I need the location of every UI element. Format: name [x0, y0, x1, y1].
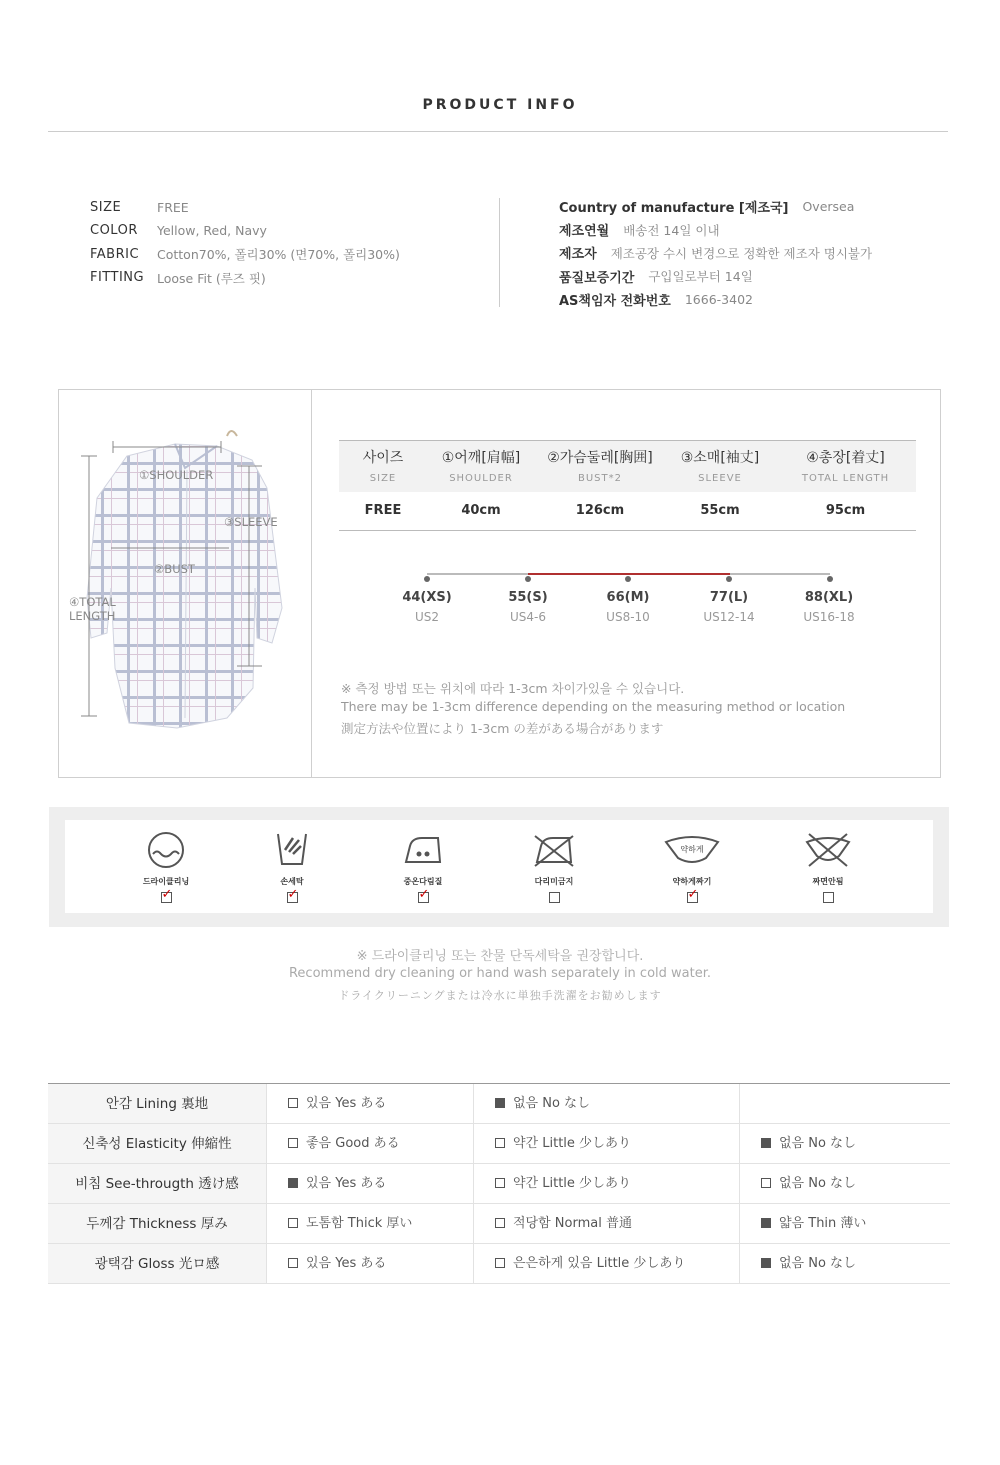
- spec-row-as-phone: [559, 288, 872, 311]
- shoulder-label: ①SHOULDER: [139, 468, 214, 482]
- spec-row-size: [90, 196, 400, 219]
- spec-row-color: [90, 219, 400, 242]
- attr-row-elasticity: [48, 1124, 950, 1164]
- attr-checkbox: [495, 1218, 505, 1228]
- size-label: 44(XS): [402, 590, 452, 605]
- attr-option: [473, 1164, 739, 1203]
- attr-option-label: 도톰함 Thick 厚い: [306, 1216, 413, 1231]
- attr-key: 두께감 Thickness 厚み: [48, 1204, 266, 1243]
- size-guide: [58, 389, 941, 778]
- care-item: [247, 830, 337, 907]
- spec-key: COLOR: [90, 223, 138, 239]
- care-note-ja: ドライクリーニングまたは冷水に単独手洗濯をお勧めします: [338, 989, 662, 1002]
- attr-row-lining: [48, 1084, 950, 1124]
- attr-option: [473, 1124, 739, 1163]
- attr-key: 안감 Lining 裏地: [48, 1084, 266, 1123]
- spec-key: 제조연월: [559, 224, 610, 240]
- attr-key: 신축성 Elasticity 伸縮性: [48, 1124, 266, 1163]
- bust-label: ②BUST: [154, 562, 195, 576]
- care-item: [378, 830, 468, 907]
- size-label: 66(M): [606, 590, 650, 605]
- care-item: [121, 830, 211, 907]
- header-size-en: SIZE: [369, 473, 397, 484]
- attr-option-label: 은은하게 있음 Little 少しあり: [513, 1256, 686, 1271]
- spec-row-country: [559, 195, 872, 218]
- spec-key: AS책임자 전화번호: [559, 293, 671, 309]
- attr-option: [739, 1204, 950, 1243]
- spec-row-fabric: [90, 243, 400, 266]
- care-note-en: Recommend dry cleaning or hand wash separately in cold water.: [288, 966, 711, 981]
- gentle-wring-icon-text: 약하게: [680, 845, 704, 854]
- care-checkbox: [823, 892, 834, 903]
- attr-option-label: 있음 Yes ある: [306, 1096, 387, 1111]
- attr-option-label: 약간 Little 少しあり: [513, 1176, 632, 1191]
- attr-row-gloss: [48, 1244, 950, 1284]
- spec-value: Yellow, Red, Navy: [157, 223, 267, 239]
- garment-diagram: [59, 390, 312, 777]
- care-label: 드라이클리닝: [142, 877, 190, 886]
- spec-value: 배송전 14일 이내: [623, 222, 720, 238]
- attr-checkbox: [495, 1138, 505, 1148]
- header-bust-en: BUST*2: [578, 473, 622, 484]
- spec-key: SIZE: [90, 200, 122, 216]
- attr-option-label: 있음 Yes ある: [306, 1176, 387, 1191]
- attr-option: [473, 1084, 739, 1123]
- cell-sleeve: 55cm: [700, 503, 740, 518]
- attr-checkbox: [761, 1258, 771, 1268]
- attr-checkbox: [495, 1098, 505, 1108]
- size-scale-dot: [625, 576, 631, 582]
- measure-note-en: There may be 1-3cm difference depending on the measuring method or location: [341, 699, 846, 714]
- header-shoulder-en: SHOULDER: [449, 473, 513, 484]
- attr-row-see-through: [48, 1164, 950, 1204]
- no-iron-icon: [531, 830, 577, 870]
- cell-bust: 126cm: [575, 503, 625, 518]
- spec-manufacture: [559, 195, 872, 311]
- attr-checkbox: [288, 1138, 298, 1148]
- sleeve-label: ③SLEEVE: [224, 515, 278, 529]
- gentle-wring-icon: [662, 830, 722, 870]
- attr-option-empty: [739, 1084, 950, 1123]
- attr-option-label: 있음 Yes ある: [306, 1256, 387, 1271]
- spec-row-warranty: [559, 265, 872, 288]
- size-scale-dot: [726, 576, 732, 582]
- header-bust-ko: ②가슴둘레[胸囲]: [547, 450, 653, 466]
- attr-option-label: 적당함 Normal 普通: [513, 1216, 632, 1231]
- spec-value: 구입일로부터 14일: [648, 269, 753, 285]
- attr-row-thickness: [48, 1204, 950, 1244]
- cell-length: 95cm: [825, 503, 866, 518]
- care-checkbox: [161, 892, 172, 903]
- attr-option-label: 약간 Little 少しあり: [513, 1136, 632, 1151]
- care-label: 약하게짜기: [672, 877, 712, 886]
- attr-option: [739, 1124, 950, 1163]
- attr-checkbox: [288, 1218, 298, 1228]
- size-us: US2: [414, 610, 440, 624]
- length-label-line2: LENGTH: [69, 609, 116, 623]
- size-label: 77(L): [709, 590, 749, 605]
- attr-checkbox: [288, 1178, 298, 1188]
- attr-key: 비침 See-througth 透け感: [48, 1164, 266, 1203]
- care-item: [783, 830, 873, 907]
- spec-key: FABRIC: [90, 246, 140, 262]
- size-scale-dot: [525, 576, 531, 582]
- page-title: PRODUCT INFO: [422, 97, 578, 113]
- spec-value: Cotton70%, 폴리30% (면70%, 폴리30%): [157, 247, 400, 263]
- header-sleeve-ko: ③소매[袖丈]: [680, 450, 760, 466]
- care-panel: [65, 820, 933, 913]
- attr-checkbox: [761, 1178, 771, 1188]
- cell-size: FREE: [364, 503, 402, 518]
- attr-checkbox: [495, 1258, 505, 1268]
- header-shoulder-ko: ①어깨[肩幅]: [441, 450, 521, 466]
- attr-option: [739, 1244, 950, 1283]
- care-item: [647, 830, 737, 907]
- size-table-row: [339, 492, 916, 531]
- spec-value: Loose Fit (루즈 핏): [157, 270, 266, 286]
- attr-key: 광택감 Gloss 光ロ感: [48, 1244, 266, 1283]
- size-us: US4-6: [510, 610, 546, 624]
- care-item: [509, 830, 599, 907]
- attr-option: [266, 1084, 473, 1123]
- spec-row-fitting: [90, 266, 400, 289]
- size-label: 55(S): [508, 590, 548, 605]
- spec-row-maker: [559, 241, 872, 264]
- measure-note-ja: 測定方法や位置により 1-3cm の差がある場合があります: [341, 721, 664, 736]
- spec-value: 제조공장 수시 변경으로 정확한 제조자 명시불가: [610, 245, 873, 261]
- attr-option: [739, 1164, 950, 1203]
- iron-medium-icon: [400, 830, 446, 870]
- fabric-attributes: [48, 1083, 950, 1284]
- care-checkbox: [687, 892, 698, 903]
- attr-option: [266, 1204, 473, 1243]
- spec-row-date: [559, 218, 872, 241]
- header-length-en: TOTAL LENGTH: [801, 473, 890, 484]
- care-label: 중온다림질: [403, 877, 443, 886]
- length-label-line1: ④TOTAL: [69, 595, 116, 609]
- spec-basic: [90, 196, 400, 289]
- spec-divider: [499, 198, 500, 307]
- attr-option-label: 좋음 Good ある: [306, 1136, 400, 1151]
- spec-key: Country of manufacture [제조국]: [559, 201, 789, 217]
- care-checkbox: [287, 892, 298, 903]
- attr-option: [473, 1204, 739, 1243]
- attr-checkbox: [288, 1098, 298, 1108]
- attr-option-label: 없음 No なし: [779, 1176, 857, 1191]
- size-table-header: [339, 440, 916, 492]
- size-scale-dot: [827, 576, 833, 582]
- measure-note-ko: ※ 측정 방법 또는 위치에 따라 1-3cm 차이가있을 수 있습니다.: [341, 681, 685, 696]
- hand-wash-icon: [271, 830, 313, 870]
- attr-option-label: 없음 No なし: [513, 1096, 591, 1111]
- size-scale-dot: [424, 576, 430, 582]
- attr-option-label: 얇음 Thin 薄い: [779, 1216, 867, 1231]
- attr-checkbox: [761, 1138, 771, 1148]
- header-length-ko: ④총장[着丈]: [806, 450, 885, 466]
- attr-option-label: 없음 No なし: [779, 1136, 857, 1151]
- attr-option: [266, 1244, 473, 1283]
- care-label: 다리미금지: [534, 877, 574, 886]
- size-scale-selected: [528, 573, 730, 575]
- size-us: US8-10: [606, 610, 650, 624]
- attr-checkbox: [288, 1258, 298, 1268]
- cell-shoulder: 40cm: [461, 503, 501, 518]
- attr-option-label: 없음 No なし: [779, 1256, 857, 1271]
- spec-value: 1666-3402: [684, 291, 753, 307]
- care-note-ko: ※ 드라이클리닝 또는 찬물 단독세탁을 권장합니다.: [356, 949, 644, 964]
- spec-value: FREE: [157, 200, 189, 216]
- size-us: US16-18: [803, 610, 855, 624]
- care-checkbox: [418, 892, 429, 903]
- care-instructions: [49, 807, 949, 927]
- size-us: US12-14: [703, 610, 755, 624]
- size-label: 88(XL): [804, 590, 854, 605]
- attr-option: [266, 1164, 473, 1203]
- no-wring-icon: [803, 830, 853, 870]
- attr-checkbox: [761, 1218, 771, 1228]
- care-label: 짜면안됨: [812, 877, 844, 886]
- spec-value: Oversea: [802, 199, 855, 215]
- dry-clean-icon: [145, 830, 187, 870]
- size-table: [339, 440, 916, 531]
- attr-checkbox: [495, 1178, 505, 1188]
- header-sleeve-en: SLEEVE: [698, 473, 742, 484]
- attr-option: [266, 1124, 473, 1163]
- spec-key: FITTING: [90, 270, 145, 286]
- attr-option: [473, 1244, 739, 1283]
- spec-key: 제조자: [559, 247, 597, 263]
- care-label: 손세탁: [280, 877, 304, 886]
- header-size-ko: 사이즈: [362, 450, 404, 466]
- care-checkbox: [549, 892, 560, 903]
- spec-key: 품질보증기간: [559, 270, 635, 286]
- title-divider: [48, 131, 948, 132]
